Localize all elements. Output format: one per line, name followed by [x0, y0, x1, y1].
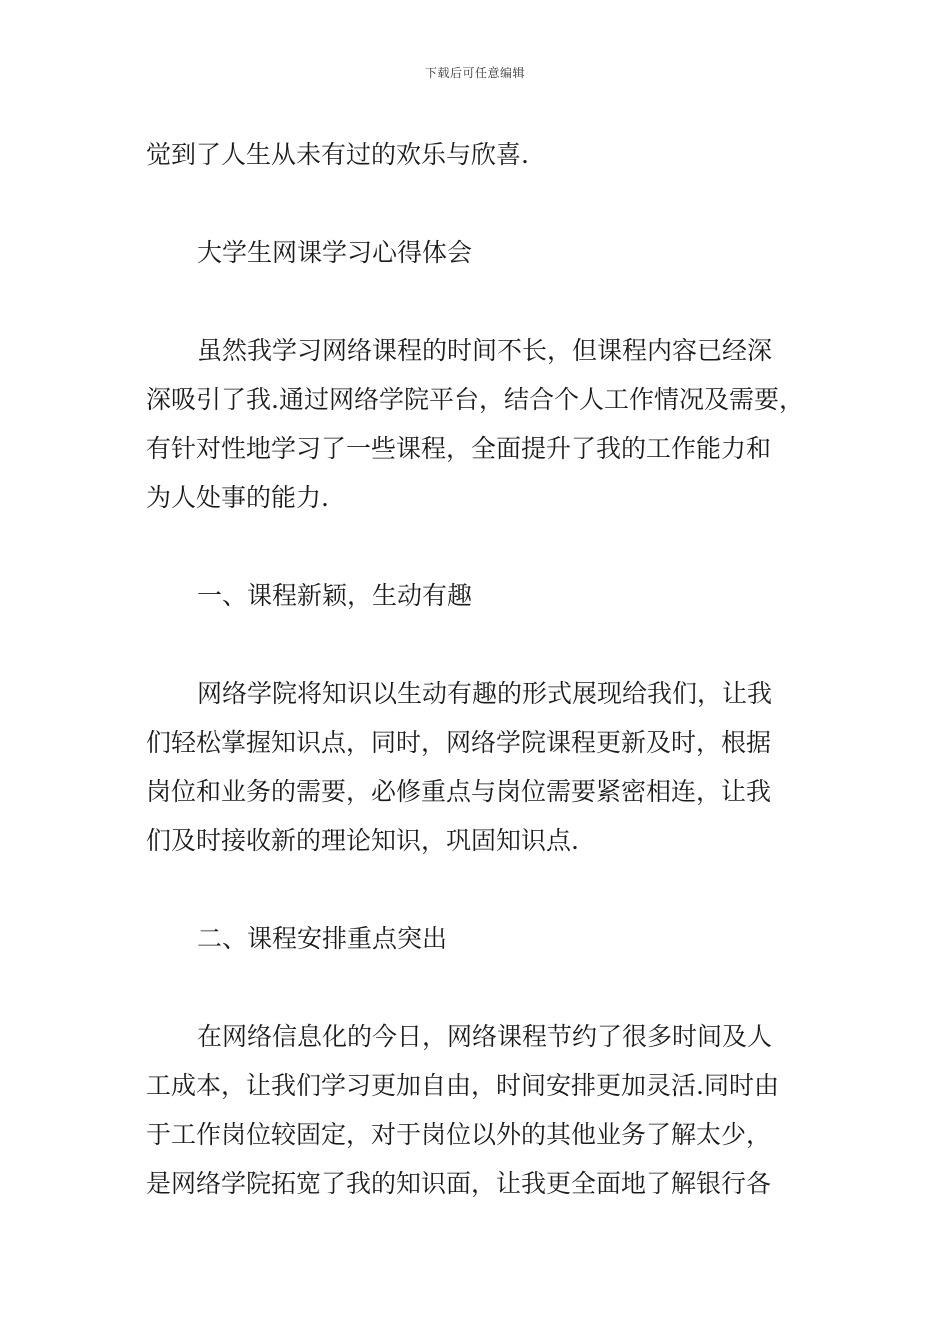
paragraph-line: 网络学院将知识以生动有趣的形式展现给我们，让我 [197, 679, 773, 708]
paragraph-line: 们轻松掌握知识点，同时，网络学院课程更新及时，根据 [146, 728, 772, 757]
paragraph-line: 在网络信息化的今日，网络课程节约了很多时间及人 [197, 1022, 773, 1051]
document-body [146, 130, 810, 1208]
paragraph-section-1 [146, 669, 810, 865]
paragraph-line: 有针对性地学习了一些课程，全面提升了我的工作能力和 [146, 434, 772, 463]
paragraph-line: 工成本，让我们学习更加自由，时间安排更加灵活.同时由 [146, 1071, 779, 1100]
paragraph-line: 岗位和业务的需要，必修重点与岗位需要紧密相连，让我 [146, 777, 772, 806]
paragraph-line: 虽然我学习网络课程的时间不长，但课程内容已经深 [197, 336, 773, 365]
section-heading-2: 二、课程安排重点突出 [197, 924, 448, 953]
paragraph-continuation: 觉到了人生从未有过的欢乐与欣喜. [146, 140, 529, 169]
section-heading-1: 一、课程新颖，生动有趣 [197, 581, 473, 610]
paragraph-line: 是网络学院拓宽了我的知识面，让我更全面地了解银行各 [146, 1169, 772, 1198]
paragraph-line: 为人处事的能力. [146, 483, 329, 512]
paragraph-line: 于工作岗位较固定，对于岗位以外的其他业务了解太少， [146, 1120, 772, 1149]
paragraph-line: 们及时接收新的理论知识，巩固知识点. [146, 826, 579, 855]
document-title: 大学生网课学习心得体会 [197, 238, 473, 267]
page-header: 下载后可任意编辑 [424, 66, 525, 80]
paragraph-line: 深吸引了我.通过网络学院平台，结合个人工作情况及需要， [146, 385, 804, 414]
paragraph-intro [146, 326, 810, 522]
paragraph-section-2 [146, 1012, 810, 1208]
